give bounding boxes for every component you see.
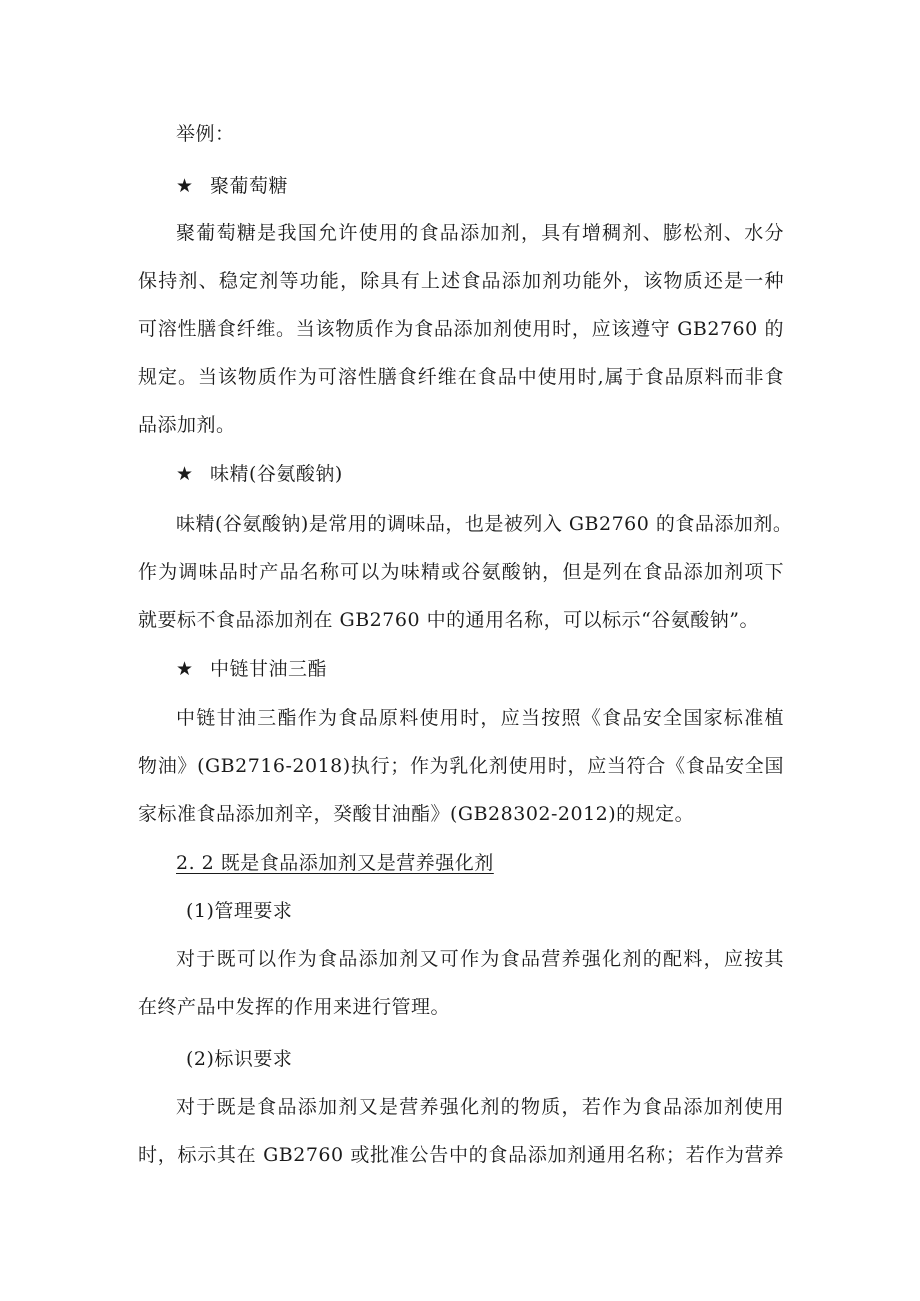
- item-heading-mct: [176, 656, 327, 682]
- paragraph-line: 时，标示其在 GB2760 或批准公告中的食品添加剂通用名称；若作为营养: [138, 1144, 784, 1166]
- paragraph-line: 可溶性膳食纤维。当该物质作为食品添加剂使用时，应该遵守 GB2760 的: [138, 318, 784, 340]
- item-heading-polydextrose: [176, 173, 288, 199]
- item-heading-text: 中链甘油三酯: [210, 658, 328, 680]
- paragraph-line: 作为调味品时产品名称可以为味精或谷氨酸钠，但是列在食品添加剂项下: [138, 561, 784, 583]
- item-heading-text: 聚葡萄糖: [210, 175, 289, 197]
- paragraph-line: 味精(谷氨酸钠)是常用的调味品，也是被列入 GB2760 的食品添加剂。: [176, 513, 793, 535]
- paragraph-line: 家标准食品添加剂辛，癸酸甘油酯》(GB28302-2012)的规定。: [138, 803, 695, 825]
- paragraph-line: 品添加剂。: [138, 414, 236, 436]
- paragraph-line: 保持剂、稳定剂等功能，除具有上述食品添加剂功能外，该物质还是一种: [138, 270, 784, 292]
- paragraph-line: 对于既可以作为食品添加剂又可作为食品营养强化剂的配料，应按其: [176, 948, 784, 970]
- paragraph-line: 对于既是食品添加剂又是营养强化剂的物质，若作为食品添加剂使用: [176, 1096, 784, 1118]
- paragraph-line: 就要标不食品添加剂在 GB2760 中的通用名称，可以标示“谷氨酸钠”。: [138, 609, 760, 631]
- star-icon: ★: [176, 658, 194, 680]
- star-icon: ★: [176, 175, 194, 197]
- subsection-title-labeling: (2)标识要求: [186, 1048, 293, 1070]
- paragraph-line: 规定。当该物质作为可溶性膳食纤维在食品中使用时,属于食品原料而非食: [138, 366, 784, 388]
- paragraph-line: 在终产品中发挥的作用来进行管理。: [138, 996, 451, 1018]
- star-icon: ★: [176, 463, 194, 485]
- subsection-title-management: (1)管理要求: [186, 900, 293, 922]
- paragraph-line: 聚葡萄糖是我国允许使用的食品添加剂，具有增稠剂、膨松剂、水分: [176, 222, 784, 244]
- item-heading-text: 味精(谷氨酸钠): [210, 463, 343, 485]
- paragraph-line: 物油》(GB2716-2018)执行；作为乳化剂使用时，应当符合《食品安全国: [138, 755, 784, 777]
- paragraph-line: 中链甘油三酯作为食品原料使用时，应当按照《食品安全国家标准植: [176, 707, 784, 729]
- section-heading: 2. 2 既是食品添加剂又是营养强化剂: [176, 852, 494, 874]
- item-heading-msg: [176, 461, 343, 487]
- example-label: 举例：: [176, 123, 235, 145]
